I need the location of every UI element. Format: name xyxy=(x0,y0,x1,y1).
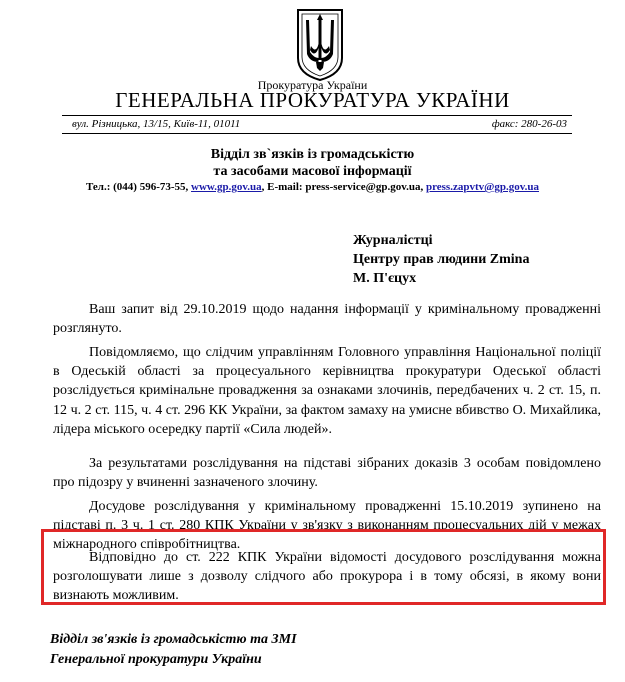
body-paragraph: Ваш запит від 29.10.2019 щодо надання інформації у кримінальному провадженні розглянуто. xyxy=(53,302,601,337)
highlighted-paragraph: Відповідно до ст. 222 КПК України відомості досудового розслідування можна розголошувати лише з дозволу слідчого або прокурора і в тому обсязі, в якому вони визнають можливим. xyxy=(53,550,601,604)
fax-number: факс: 280-26-03 xyxy=(491,118,567,130)
header-rule xyxy=(62,133,572,134)
department-title: Відділ зв`язків із громадськістю xyxy=(210,147,415,162)
email-label: , E-mail: press-service@gp.gov.ua, xyxy=(261,181,424,193)
highlight-box xyxy=(41,529,606,605)
ministry-name: Прокуратура України xyxy=(257,78,368,92)
signature-department: Відділ зв'язків із громадськістю та ЗМІ xyxy=(50,632,297,647)
body-paragraph: Досудове розслідування у кримінальному провадженні 15.10.2019 зупинено на підставі п. 3 ч. 1 ст. 280 КПК України у зв'язку з виконанням процесуальних дій у межах міжнародного співробітництва. xyxy=(53,499,601,553)
signature-office: Генеральної прокуратури України xyxy=(50,652,262,667)
telephone: Тел.: (044) 596-73-55, xyxy=(85,181,189,193)
body-paragraph: За результатами розслідування на підставі зібраних доказів 3 особам повідомлено про підозру у вчиненні зазначеного злочину. xyxy=(53,456,601,491)
email-link[interactable]: press.zapvtv@gp.gov.ua xyxy=(425,181,539,193)
recipient-title: Журналістці xyxy=(353,233,433,248)
recipient-name: М. П'єцух xyxy=(353,271,417,286)
recipient-organization: Центру прав людини Zmina xyxy=(353,252,530,267)
website-link[interactable]: www.gp.gov.ua xyxy=(191,181,262,193)
header-rule xyxy=(62,115,572,116)
address: вул. Різницька, 13/15, Київ-11, 01011 xyxy=(72,118,241,130)
department-subtitle: та засобами масової інформації xyxy=(213,164,412,179)
body-paragraph: Повідомляємо, що слідчим управлінням Головного управління Національної поліції в Одеській області за процесуального керівництва прокуратури Одеської області розслідується кримінальне провадження за ознаками злочинів, передбачених ч. 2 ст. 15, п. 12 ч. 2 ст. 115, ч. 4 ст. 296 КК України, за фактом замаху на умисне вбивство О. Михайлика, лідера міського осередку партії «Сила людей». xyxy=(53,345,601,437)
office-title: ГЕНЕРАЛЬНА ПРОКУРАТУРА УКРАЇНИ xyxy=(115,88,510,112)
trident-emblem-icon xyxy=(296,8,344,82)
contact-line xyxy=(0,181,625,193)
